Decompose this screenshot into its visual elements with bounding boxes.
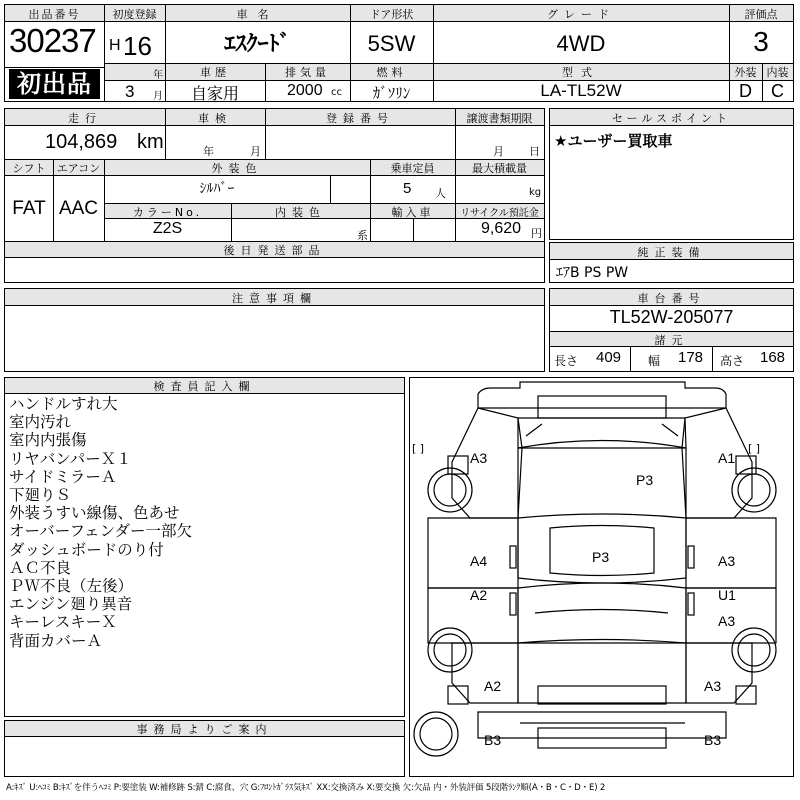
import-label: 輸入車 — [391, 206, 434, 219]
shift: FAT — [12, 198, 46, 219]
height: 168 — [760, 349, 786, 366]
bracket-right: [ ] — [748, 442, 761, 455]
grade: 4WD — [556, 31, 606, 56]
history-label: 車歴 — [200, 66, 230, 79]
first-listing-badge: 初出品 — [9, 69, 100, 99]
equipment-box — [549, 242, 794, 283]
interior-grade: C — [771, 81, 784, 101]
month-unit: 月 — [153, 91, 163, 102]
shift-label: シフト — [12, 162, 46, 175]
displacement-label: 排気量 — [285, 66, 330, 79]
color-number-label: カラーNo. — [132, 206, 203, 219]
displacement: 2000 — [287, 82, 323, 99]
exterior-label: 外装 — [734, 66, 757, 79]
remark-line: 外装うすい線傷、色あせ — [9, 504, 180, 523]
remark-line: 背面カバーＡ — [9, 631, 103, 650]
top-info-block — [4, 4, 794, 102]
year-unit: 年 — [153, 70, 163, 81]
remark-line: ダッシュボードのり付 — [9, 540, 164, 559]
mileage-unit: km — [137, 131, 164, 153]
later-parts-label: 後日発送部品 — [223, 244, 326, 257]
model-label: 型式 — [562, 66, 600, 79]
chassis-box — [549, 288, 794, 372]
capacity-label: 乗車定員 — [390, 162, 435, 175]
car-name-label: 車名 — [236, 8, 279, 21]
inspection-label: 車検 — [198, 112, 232, 125]
first-registration-label: 初度登録 — [112, 8, 157, 21]
car-outline — [410, 378, 793, 776]
equipment-label: 純正装備 — [637, 246, 706, 259]
remark-line: エンジン廻り異音 — [9, 595, 133, 614]
transfer-day-unit: 日 — [529, 145, 540, 158]
height-label: 高さ — [720, 354, 745, 368]
mark-roof: P3 — [592, 549, 610, 565]
sales-point-text: ★ユーザー買取車 — [554, 132, 673, 150]
registration-year: 16 — [123, 31, 152, 61]
mark-bumper-right: B3 — [704, 732, 722, 748]
interior-label: 内装 — [766, 66, 789, 79]
lot-number-label: 出品番号 — [28, 8, 81, 21]
vehicle-detail-block — [4, 108, 545, 283]
mileage: 104,869 — [45, 131, 118, 153]
sales-point-label: セールスポイント — [611, 112, 731, 125]
mark-front-right: A1 — [718, 450, 736, 466]
recycle-unit: 円 — [531, 227, 542, 240]
displacement-unit: cc — [331, 87, 342, 98]
office-notice-box — [4, 720, 405, 777]
air-conditioner: AAC — [58, 198, 99, 219]
registration-month: 3 — [125, 82, 135, 101]
exterior-color: ｼﾙﾊﾞｰ — [199, 181, 235, 197]
mark-hood: P3 — [636, 472, 654, 488]
interior-color-label: 内装色 — [275, 206, 326, 219]
recycle-deposit-label: リサイクル預託金 — [460, 208, 539, 219]
capacity: 5 — [403, 180, 412, 197]
remark-line: サイドミラーＡ — [9, 467, 117, 486]
grade-label: グレード — [547, 8, 615, 21]
mark-rear-right: A3 — [704, 678, 722, 694]
car-name: ｴｽｸｰﾄﾞ — [224, 31, 291, 56]
mark-bumper-left: B3 — [484, 732, 502, 748]
equipment-text: ｴｱB PS PW — [556, 265, 629, 281]
capacity-unit: 人 — [435, 187, 446, 200]
notes-label: 注意事項欄 — [232, 292, 317, 305]
score-label: 評価点 — [744, 8, 778, 21]
max-load-unit: kg — [529, 187, 542, 198]
remark-line: オーバーフェンダー一部欠 — [9, 522, 193, 541]
ac-label: エアコン — [56, 162, 101, 175]
chassis-number: TL52W-205077 — [609, 307, 734, 327]
mark-right-rear-door-lower: A3 — [718, 613, 736, 629]
mark-right-front-door: A3 — [718, 553, 736, 569]
inspector-remarks-list — [9, 395, 192, 650]
model-code: LA-TL52W — [540, 81, 622, 100]
inspector-remarks-label: 検査員記入欄 — [153, 380, 256, 393]
plate-label: 登録番号 — [326, 112, 394, 125]
fuel-label: 燃料 — [376, 66, 407, 79]
history: 自家用 — [190, 84, 239, 103]
length: 409 — [596, 349, 622, 366]
door-type: 5SW — [367, 31, 416, 56]
bracket-left: [ ] — [412, 442, 425, 455]
inspection-month-unit: 月 — [250, 145, 261, 158]
exterior-grade: D — [739, 81, 752, 101]
car-damage-diagram — [409, 377, 794, 777]
remark-line: 室内汚れ — [9, 413, 72, 432]
era-letter: H — [109, 37, 121, 54]
remark-line: 室内内張傷 — [9, 431, 87, 450]
remark-line: 下廻りＳ — [9, 486, 72, 505]
mileage-label: 走行 — [68, 112, 102, 125]
mark-left-front-door: A4 — [470, 553, 488, 569]
door-label: ドア形状 — [369, 8, 414, 21]
width: 178 — [678, 349, 704, 366]
inspection-year-unit: 年 — [203, 145, 214, 158]
dimensions-label: 諸元 — [654, 334, 689, 347]
width-label: 幅 — [648, 354, 661, 368]
remark-line: ＰＷ不良（左後） — [9, 577, 134, 596]
length-label: 長さ — [554, 354, 579, 368]
mark-front-left: A3 — [470, 450, 488, 466]
interior-color-suffix: 系 — [357, 229, 368, 242]
sales-point-box — [549, 108, 794, 240]
color-number: Z2S — [152, 220, 183, 237]
score: 3 — [753, 26, 769, 57]
fuel: ｶﾞｿﾘﾝ — [372, 84, 411, 102]
transfer-month-unit: 月 — [493, 145, 504, 158]
recycle-deposit: 9,620 — [481, 220, 522, 237]
color-label: 外装色 — [211, 162, 263, 175]
remark-line: リヤバンパーＸ１ — [9, 449, 132, 468]
footer-legend: A:ｷｽﾞ U:ﾍｺﾐ B:ｷｽﾞを伴うﾍｺﾐ P:要塗装 W:補修跡 S:錆 C:腐食、穴 G:ﾌﾛﾝﾄｶﾞﾗｽ気ｷｽﾞ XX:交換済み X:要交換 欠:欠品 内・外装評価 5段階ﾗﾝｸ順(A・B・C・D・E) 2 — [6, 783, 606, 793]
lot-number: 30237 — [9, 22, 96, 59]
office-notice-label: 事務局よりご案内 — [136, 723, 273, 736]
mark-left-rear-door: A2 — [470, 587, 488, 603]
notes-box — [4, 288, 545, 372]
chassis-label: 車台番号 — [637, 292, 706, 305]
max-load-label: 最大積載量 — [472, 162, 527, 175]
inspector-remarks-box — [4, 377, 405, 717]
mark-right-rear-door-upper: U1 — [718, 587, 736, 603]
remark-line: ＡＣ不良 — [9, 558, 72, 577]
mark-rear-left: A2 — [484, 678, 502, 694]
remark-line: ハンドルすれ大 — [9, 395, 118, 413]
remark-line: キーレスキーＸ — [9, 613, 117, 632]
transfer-deadline-label: 譲渡書類期限 — [466, 112, 533, 125]
